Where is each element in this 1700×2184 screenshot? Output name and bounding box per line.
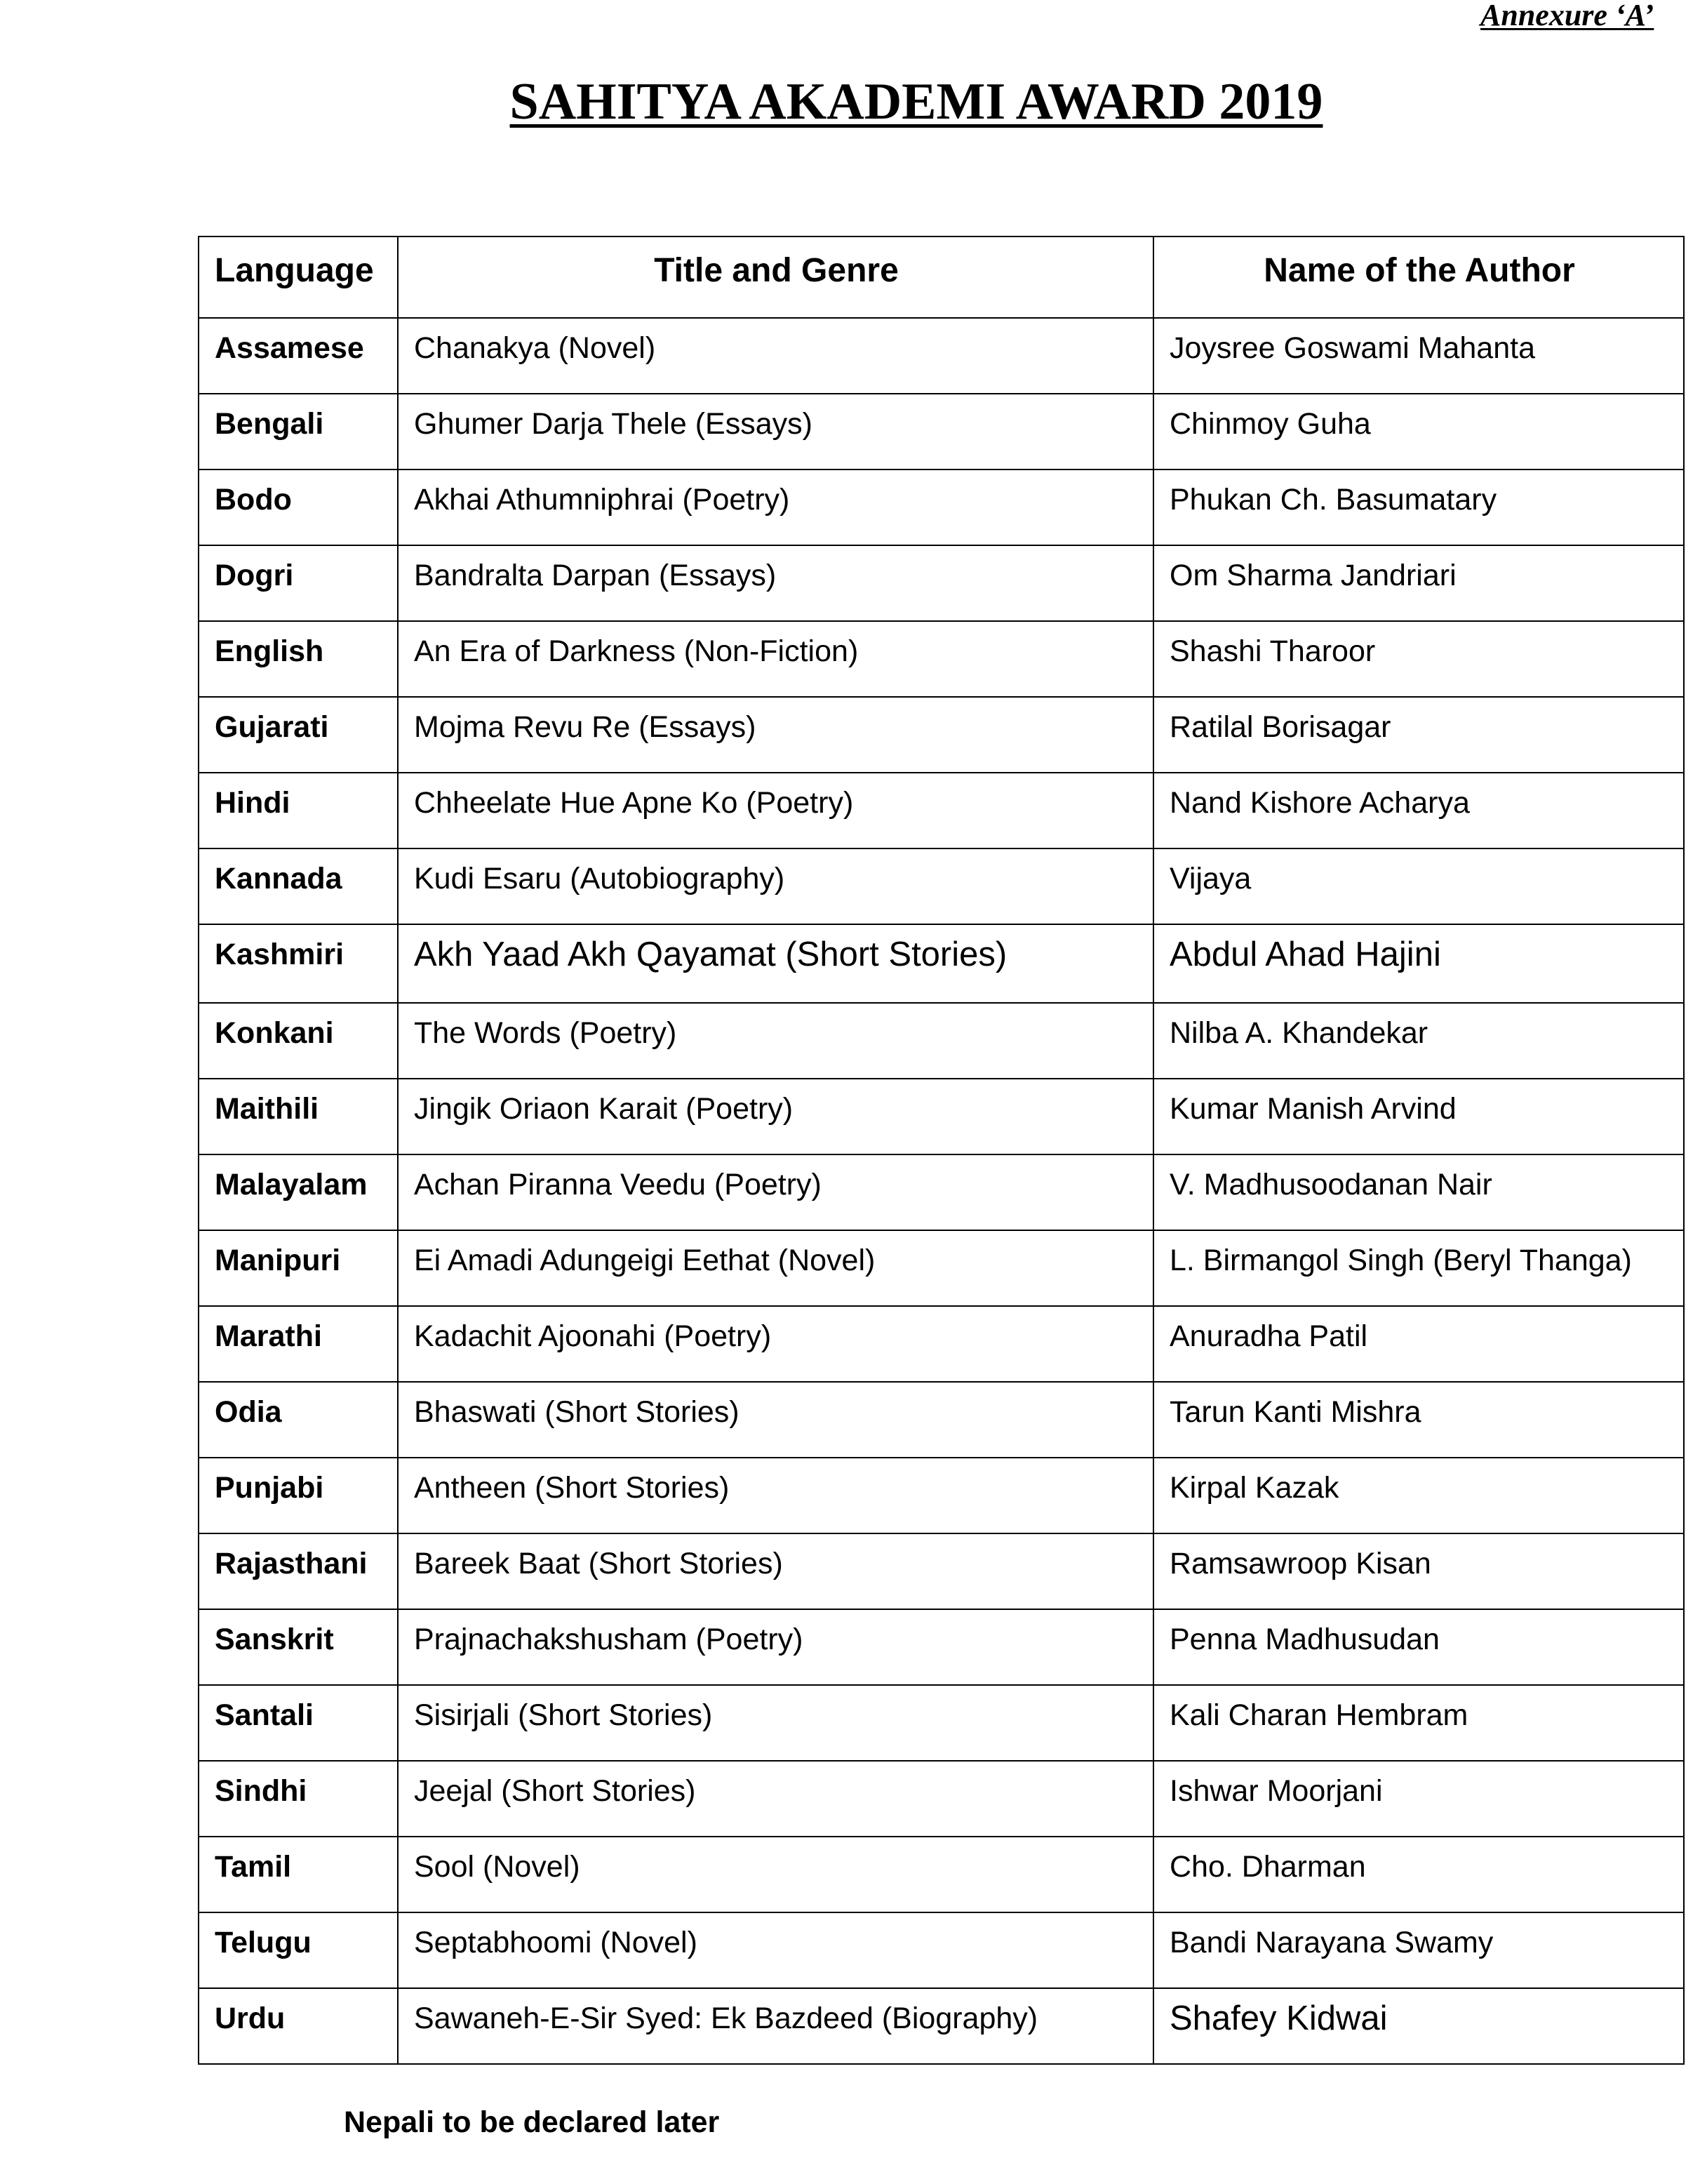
title-cell: Ei Amadi Adungeigi Eethat (Novel) [398,1230,1153,1306]
table-row [199,1609,1684,1685]
page-title: SAHITYA AKADEMI AWARD 2019 [509,73,1323,131]
title-cell: Sisirjali (Short Stories) [398,1685,1153,1761]
language-cell: Hindi [199,773,398,848]
column-header-language: Language [199,237,398,318]
language-cell: Rajasthani [199,1533,398,1609]
author-cell: Nand Kishore Acharya [1153,773,1684,848]
author-cell: Ramsawroop Kisan [1153,1533,1684,1609]
author-cell: Bandi Narayana Swamy [1153,1912,1684,1988]
awards-table [198,236,1685,2065]
language-cell: Sindhi [199,1761,398,1837]
table-row [199,621,1684,697]
title-cell: Sool (Novel) [398,1837,1153,1912]
table-row [199,924,1684,1003]
author-cell: Shafey Kidwai [1153,1988,1684,2064]
title-cell: Bandralta Darpan (Essays) [398,545,1153,621]
title-cell: Jeejal (Short Stories) [398,1761,1153,1837]
language-cell: English [199,621,398,697]
table-row [199,1003,1684,1079]
title-cell: Chheelate Hue Apne Ko (Poetry) [398,773,1153,848]
table-row [199,545,1684,621]
title-cell: An Era of Darkness (Non-Fiction) [398,621,1153,697]
language-cell: Telugu [199,1912,398,1988]
author-cell: Kirpal Kazak [1153,1458,1684,1533]
table-row [199,318,1684,394]
table-row [199,1988,1684,2064]
title-cell: Septabhoomi (Novel) [398,1912,1153,1988]
table-row [199,1079,1684,1154]
table-row [199,1912,1684,1988]
author-cell: Nilba A. Khandekar [1153,1003,1684,1079]
title-cell: Bareek Baat (Short Stories) [398,1533,1153,1609]
annexure-label: Annexure ‘A’ [1480,0,1654,32]
author-cell: Ishwar Moorjani [1153,1761,1684,1837]
author-cell: Anuradha Patil [1153,1306,1684,1382]
table-row [199,1761,1684,1837]
language-cell: Tamil [199,1837,398,1912]
author-cell: Shashi Tharoor [1153,621,1684,697]
title-cell: Jingik Oriaon Karait (Poetry) [398,1079,1153,1154]
language-cell: Assamese [199,318,398,394]
title-cell: Akh Yaad Akh Qayamat (Short Stories) [398,924,1153,1003]
language-cell: Manipuri [199,1230,398,1306]
column-header-title-genre: Title and Genre [398,237,1153,318]
title-cell: Sawaneh-E-Sir Syed: Ek Bazdeed (Biography) [398,1988,1153,2064]
table-row [199,1458,1684,1533]
table-row [199,1382,1684,1458]
title-cell: Chanakya (Novel) [398,318,1153,394]
author-cell: V. Madhusoodanan Nair [1153,1154,1684,1230]
table-row [199,848,1684,924]
author-cell: Tarun Kanti Mishra [1153,1382,1684,1458]
column-header-author: Name of the Author [1153,237,1684,318]
author-cell: Phukan Ch. Basumatary [1153,470,1684,545]
table-row [199,1533,1684,1609]
table-row [199,1306,1684,1382]
table-row [199,1837,1684,1912]
title-cell: Akhai Athumniphrai (Poetry) [398,470,1153,545]
language-cell: Konkani [199,1003,398,1079]
language-cell: Dogri [199,545,398,621]
title-cell: Prajnachakshusham (Poetry) [398,1609,1153,1685]
language-cell: Punjabi [199,1458,398,1533]
title-cell: Antheen (Short Stories) [398,1458,1153,1533]
author-cell: Joysree Goswami Mahanta [1153,318,1684,394]
author-cell: Cho. Dharman [1153,1837,1684,1912]
author-cell: Kali Charan Hembram [1153,1685,1684,1761]
language-cell: Gujarati [199,697,398,773]
author-cell: Om Sharma Jandriari [1153,545,1684,621]
author-cell: L. Birmangol Singh (Beryl Thanga) [1153,1230,1684,1306]
table-header-row [199,237,1684,318]
language-cell: Bengali [199,394,398,470]
title-cell: Kadachit Ajoonahi (Poetry) [398,1306,1153,1382]
author-cell: Abdul Ahad Hajini [1153,924,1684,1003]
language-cell: Kashmiri [199,924,398,1003]
table-row [199,1154,1684,1230]
table-row [199,470,1684,545]
language-cell: Marathi [199,1306,398,1382]
language-cell: Bodo [199,470,398,545]
language-cell: Santali [199,1685,398,1761]
language-cell: Sanskrit [199,1609,398,1685]
table-row [199,1230,1684,1306]
author-cell: Chinmoy Guha [1153,394,1684,470]
language-cell: Urdu [199,1988,398,2064]
author-cell: Kumar Manish Arvind [1153,1079,1684,1154]
title-cell: Bhaswati (Short Stories) [398,1382,1153,1458]
title-cell: Kudi Esaru (Autobiography) [398,848,1153,924]
table-row [199,394,1684,470]
language-cell: Maithili [199,1079,398,1154]
table-row [199,1685,1684,1761]
language-cell: Odia [199,1382,398,1458]
author-cell: Ratilal Borisagar [1153,697,1684,773]
table-row [199,697,1684,773]
footnote: Nepali to be declared later [344,2105,720,2139]
author-cell: Penna Madhusudan [1153,1609,1684,1685]
table-row [199,773,1684,848]
language-cell: Malayalam [199,1154,398,1230]
language-cell: Kannada [199,848,398,924]
title-cell: Achan Piranna Veedu (Poetry) [398,1154,1153,1230]
title-cell: The Words (Poetry) [398,1003,1153,1079]
title-cell: Mojma Revu Re (Essays) [398,697,1153,773]
author-cell: Vijaya [1153,848,1684,924]
title-cell: Ghumer Darja Thele (Essays) [398,394,1153,470]
